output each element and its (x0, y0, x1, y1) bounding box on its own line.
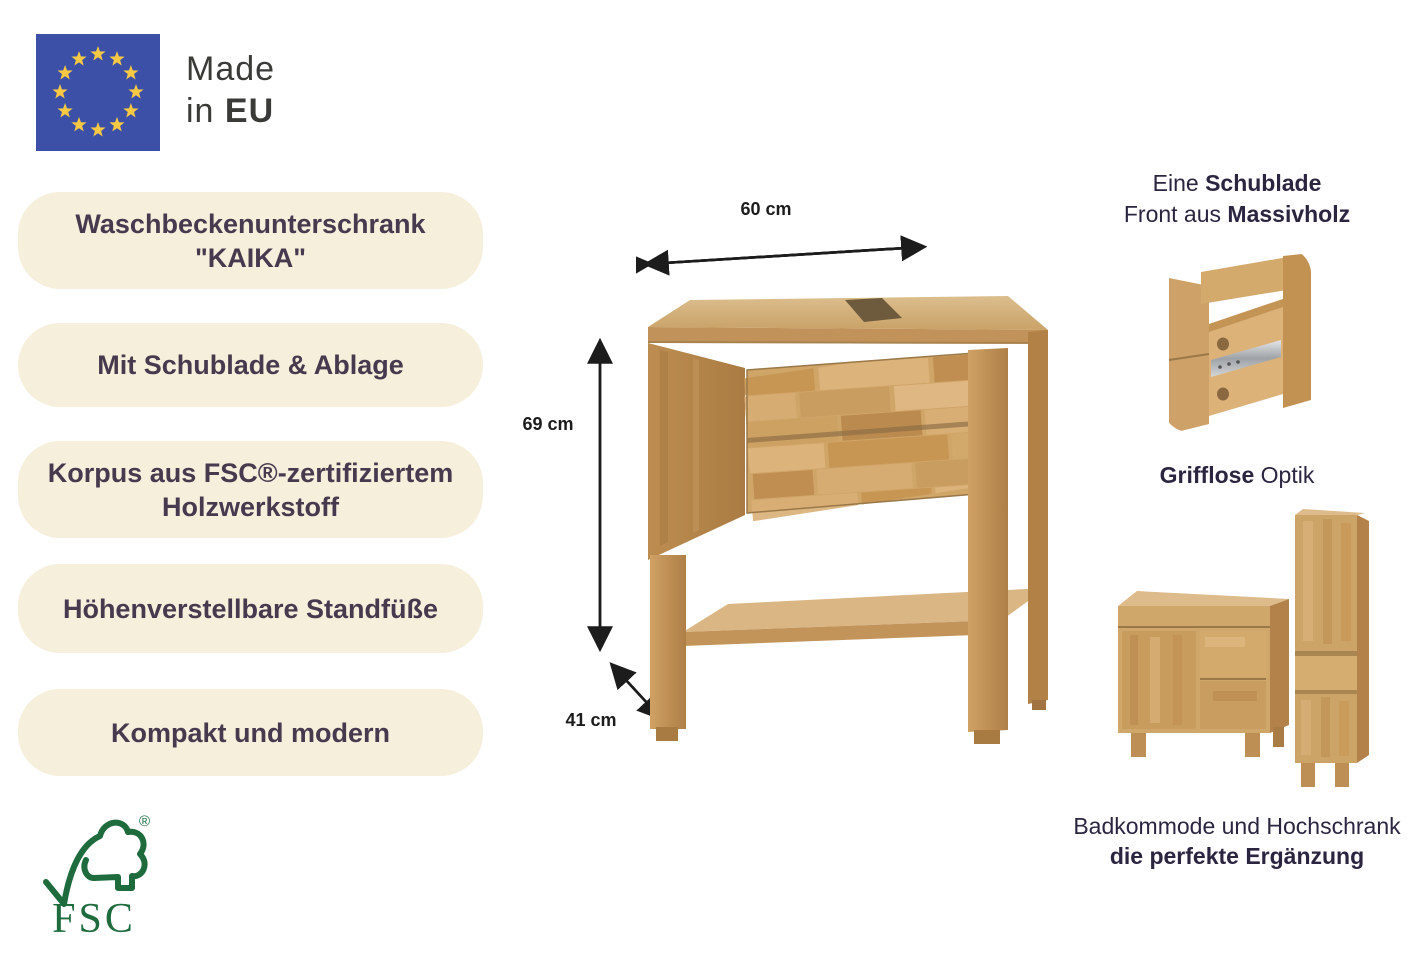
drawer-caption (1072, 168, 1402, 230)
depth-dimension-label: 41 cm (565, 710, 617, 730)
feature-pill-fsc-material (18, 441, 483, 538)
fsc-label: FSC (52, 896, 136, 940)
feature-pill-drawer-shelf (18, 323, 483, 407)
feature-line: Kompakt und modern (110, 717, 390, 748)
made-in-eu-line2: in EU (186, 92, 275, 130)
combo-caption-line1: Badkommode und Hochschrank (1073, 813, 1401, 839)
feature-line: Waschbeckenunterschrank (75, 208, 426, 239)
handleless-caption: Grifflose Optik (1159, 462, 1315, 488)
combo-cabinets-image (1095, 505, 1395, 800)
combo-caption-line2: die perfekte Ergänzung (1109, 843, 1365, 869)
feature-line: Höhenverstellbare Standfüße (62, 593, 439, 624)
combo-caption (1072, 811, 1402, 871)
fsc-icon (38, 798, 156, 940)
feature-line: Holzwerkstoff (161, 491, 340, 522)
feature-line: Korpus aus FSC®-zertifiziertem (47, 457, 454, 488)
made-in-eu-label (186, 48, 275, 132)
main-product-image (598, 272, 1068, 752)
feature-pill-compact-modern (18, 689, 483, 776)
feature-line: "KAIKA" (194, 242, 307, 273)
fsc-registered-mark: ® (139, 813, 151, 830)
drawer-detail-photo (1163, 248, 1311, 432)
eu-flag-icon (36, 34, 160, 151)
drawer-caption-line2: Front aus Massivholz (1123, 201, 1351, 227)
made-in-eu-line1: Made (186, 50, 276, 88)
feature-line: Mit Schublade & Ablage (97, 350, 404, 380)
drawer-caption-line1: Eine Schublade (1152, 170, 1322, 196)
feature-pill-adjustable-feet (18, 564, 483, 653)
feature-pill-product-name (18, 192, 483, 289)
height-dimension-label: 69 cm (522, 414, 574, 434)
width-dimension-label: 60 cm (740, 199, 792, 219)
